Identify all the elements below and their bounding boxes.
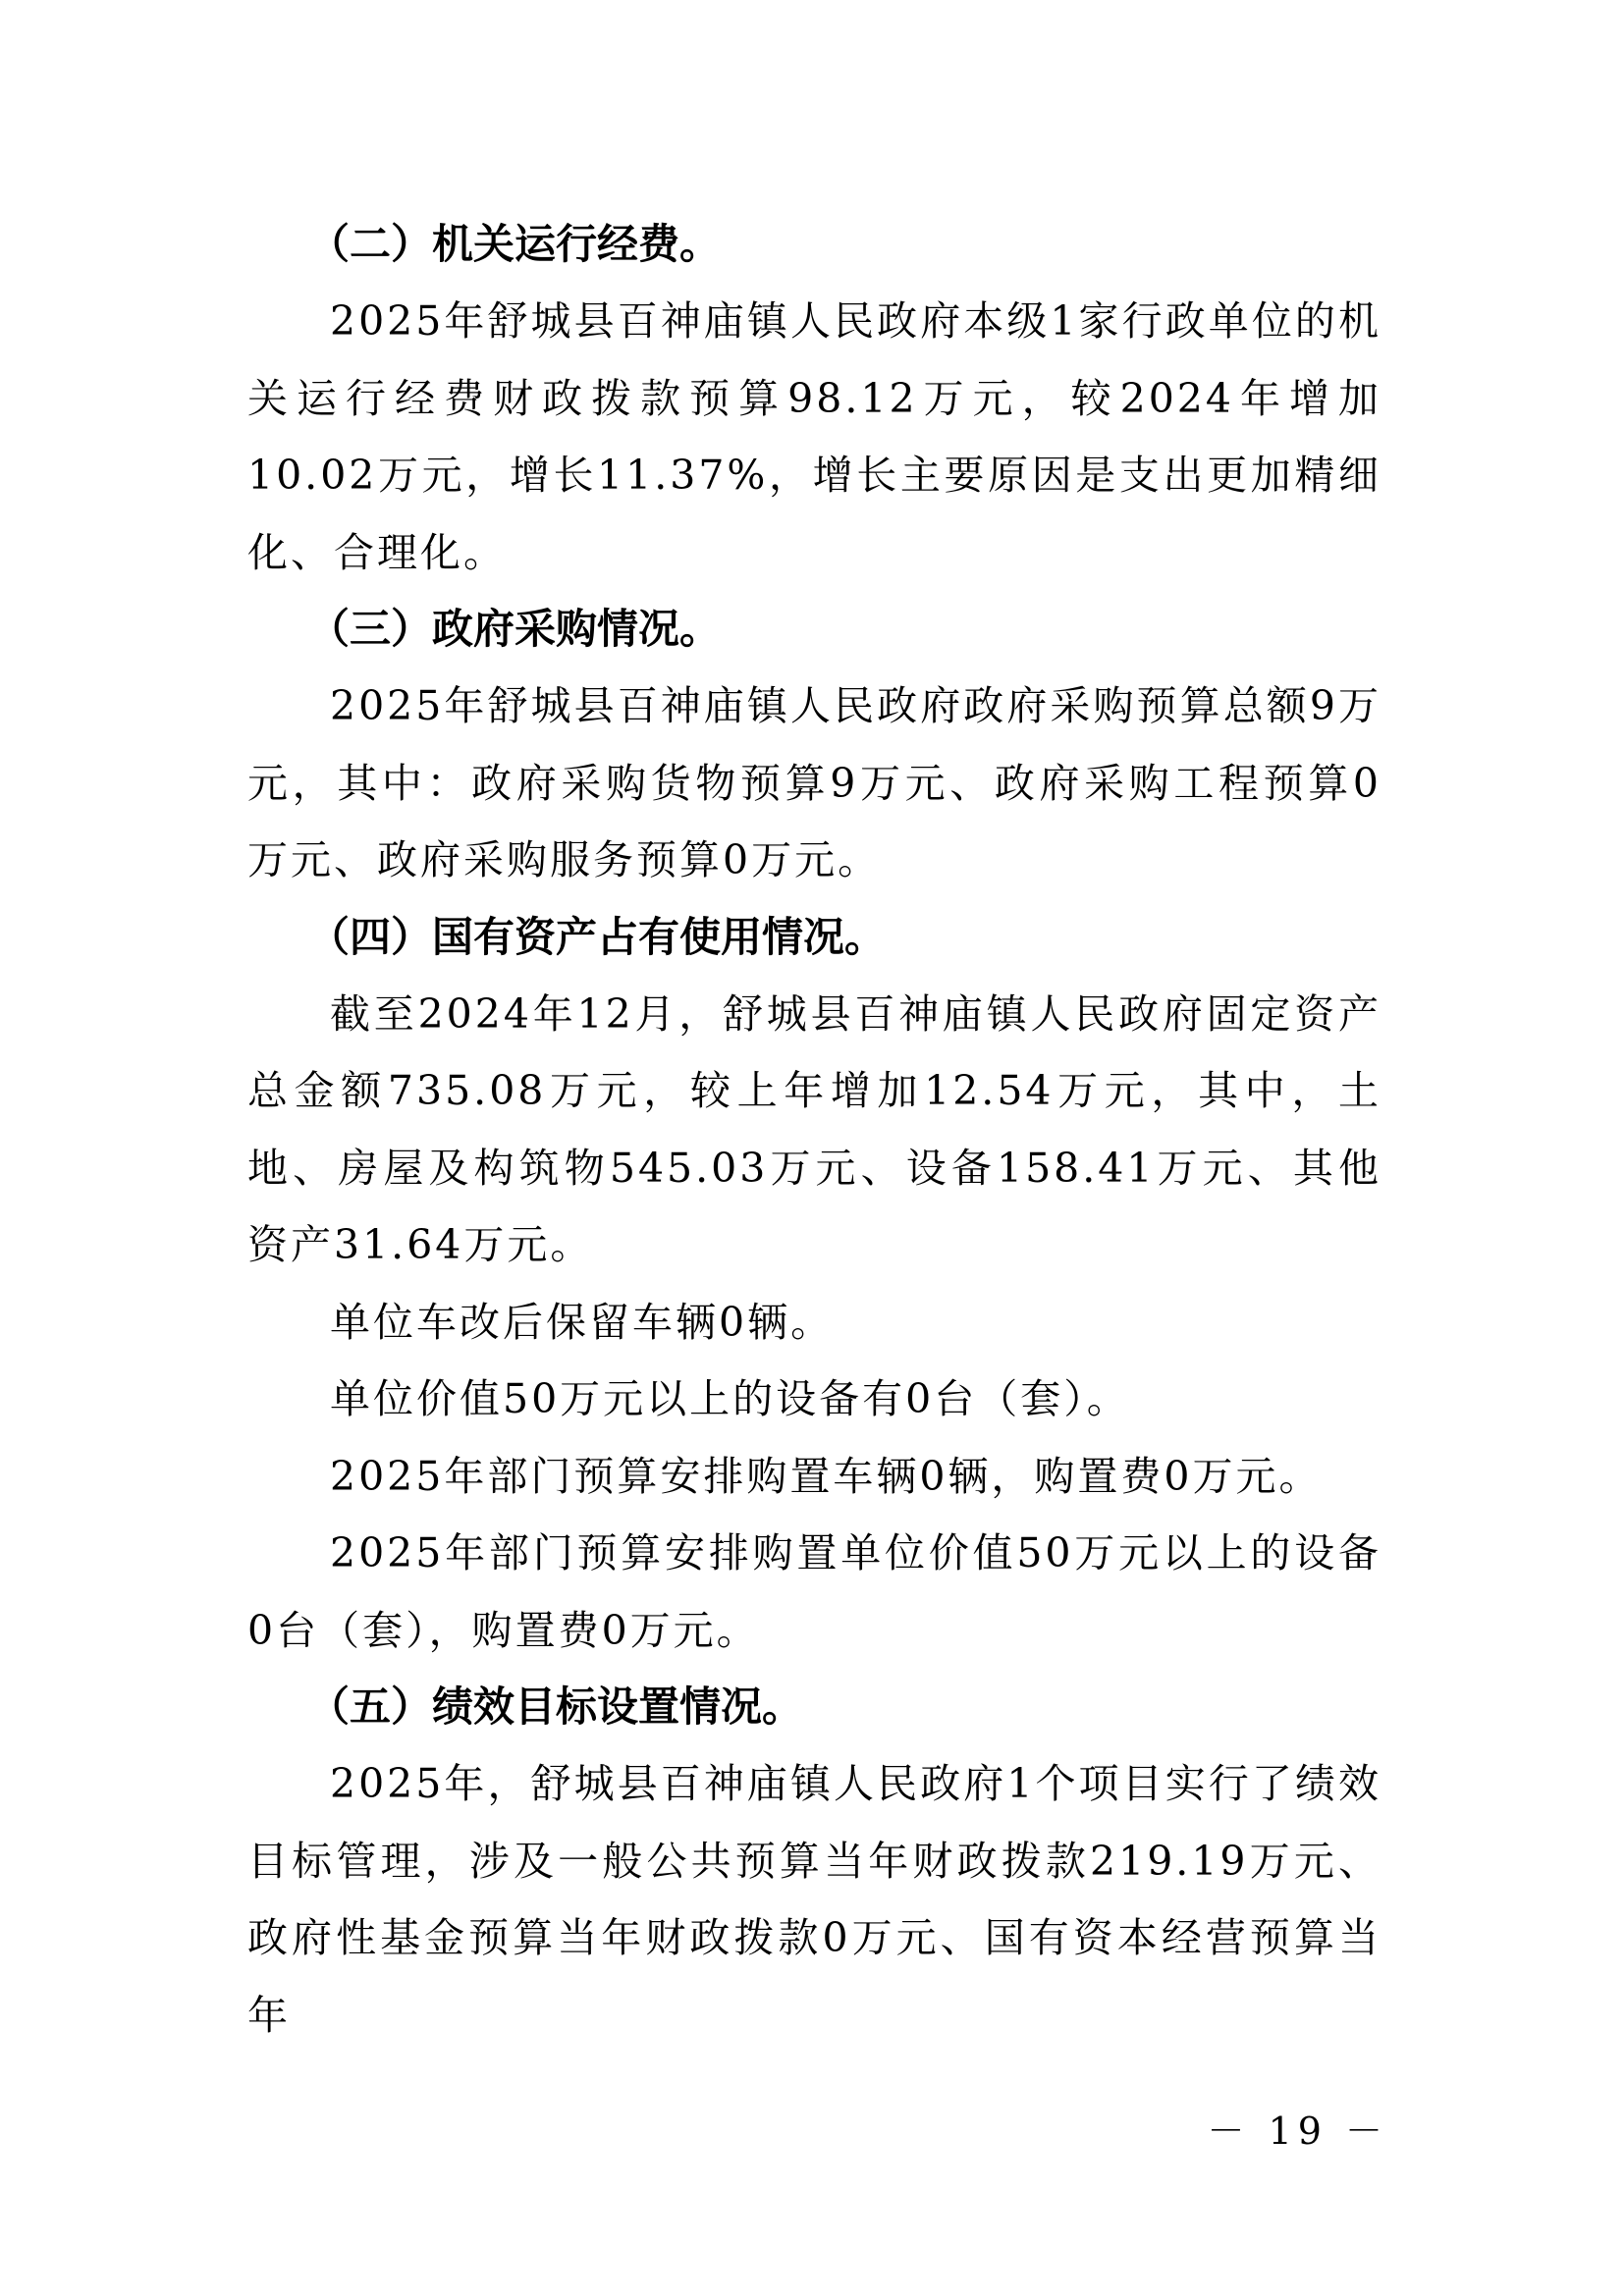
section-4-line-vehicle-purchase: 2025年部门预算安排购置车辆0辆，购置费0万元。 [330, 1452, 1323, 1500]
section-5-paragraph: 2025年，舒城县百神庙镇人民政府1个项目实行了绩效目标管理，涉及一般公共预算当年财政拨款219.19万元、政府性基金预算当年财政拨款0万元、国有资本经营预算当年 [247, 1760, 1381, 2039]
section-heading-5: （五）绩效目标设置情况。 [308, 1682, 804, 1731]
section-heading-3: （三）政府采购情况。 [308, 605, 722, 653]
section-4-closing-paragraph: 2025年部门预算安排购置单位价值50万元以上的设备0台（套），购置费0万元。 [247, 1529, 1381, 1654]
section-2-paragraph: 2025年舒城县百神庙镇人民政府本级1家行政单位的机关运行经费财政拨款预算98.12万元，较2024年增加10.02万元，增长11.37%，增长主要原因是支出更加精细化、合理化。 [247, 297, 1381, 576]
section-3-paragraph: 2025年舒城县百神庙镇人民政府政府采购预算总额9万元，其中：政府采购货物预算9万元、政府采购工程预算0万元、政府采购服务预算0万元。 [247, 682, 1381, 883]
page-number: － 19 － [1207, 2109, 1388, 2153]
section-4-paragraph: 截至2024年12月，舒城县百神庙镇人民政府固定资产总金额735.08万元，较上年增加12.54万元，其中，土地、房屋及构筑物545.03万元、设备158.41万元、其他资产31.64万元。 [247, 989, 1381, 1268]
section-heading-4: （四）国有资产占有使用情况。 [308, 912, 887, 961]
section-4-line-vehicles: 单位车改后保留车辆0辆。 [330, 1298, 835, 1346]
section-heading-2: （二）机关运行经费。 [308, 220, 722, 268]
document-body [247, 206, 1381, 2054]
section-4-line-equipment: 单位价值50万元以上的设备有0台（套）。 [330, 1375, 1130, 1422]
